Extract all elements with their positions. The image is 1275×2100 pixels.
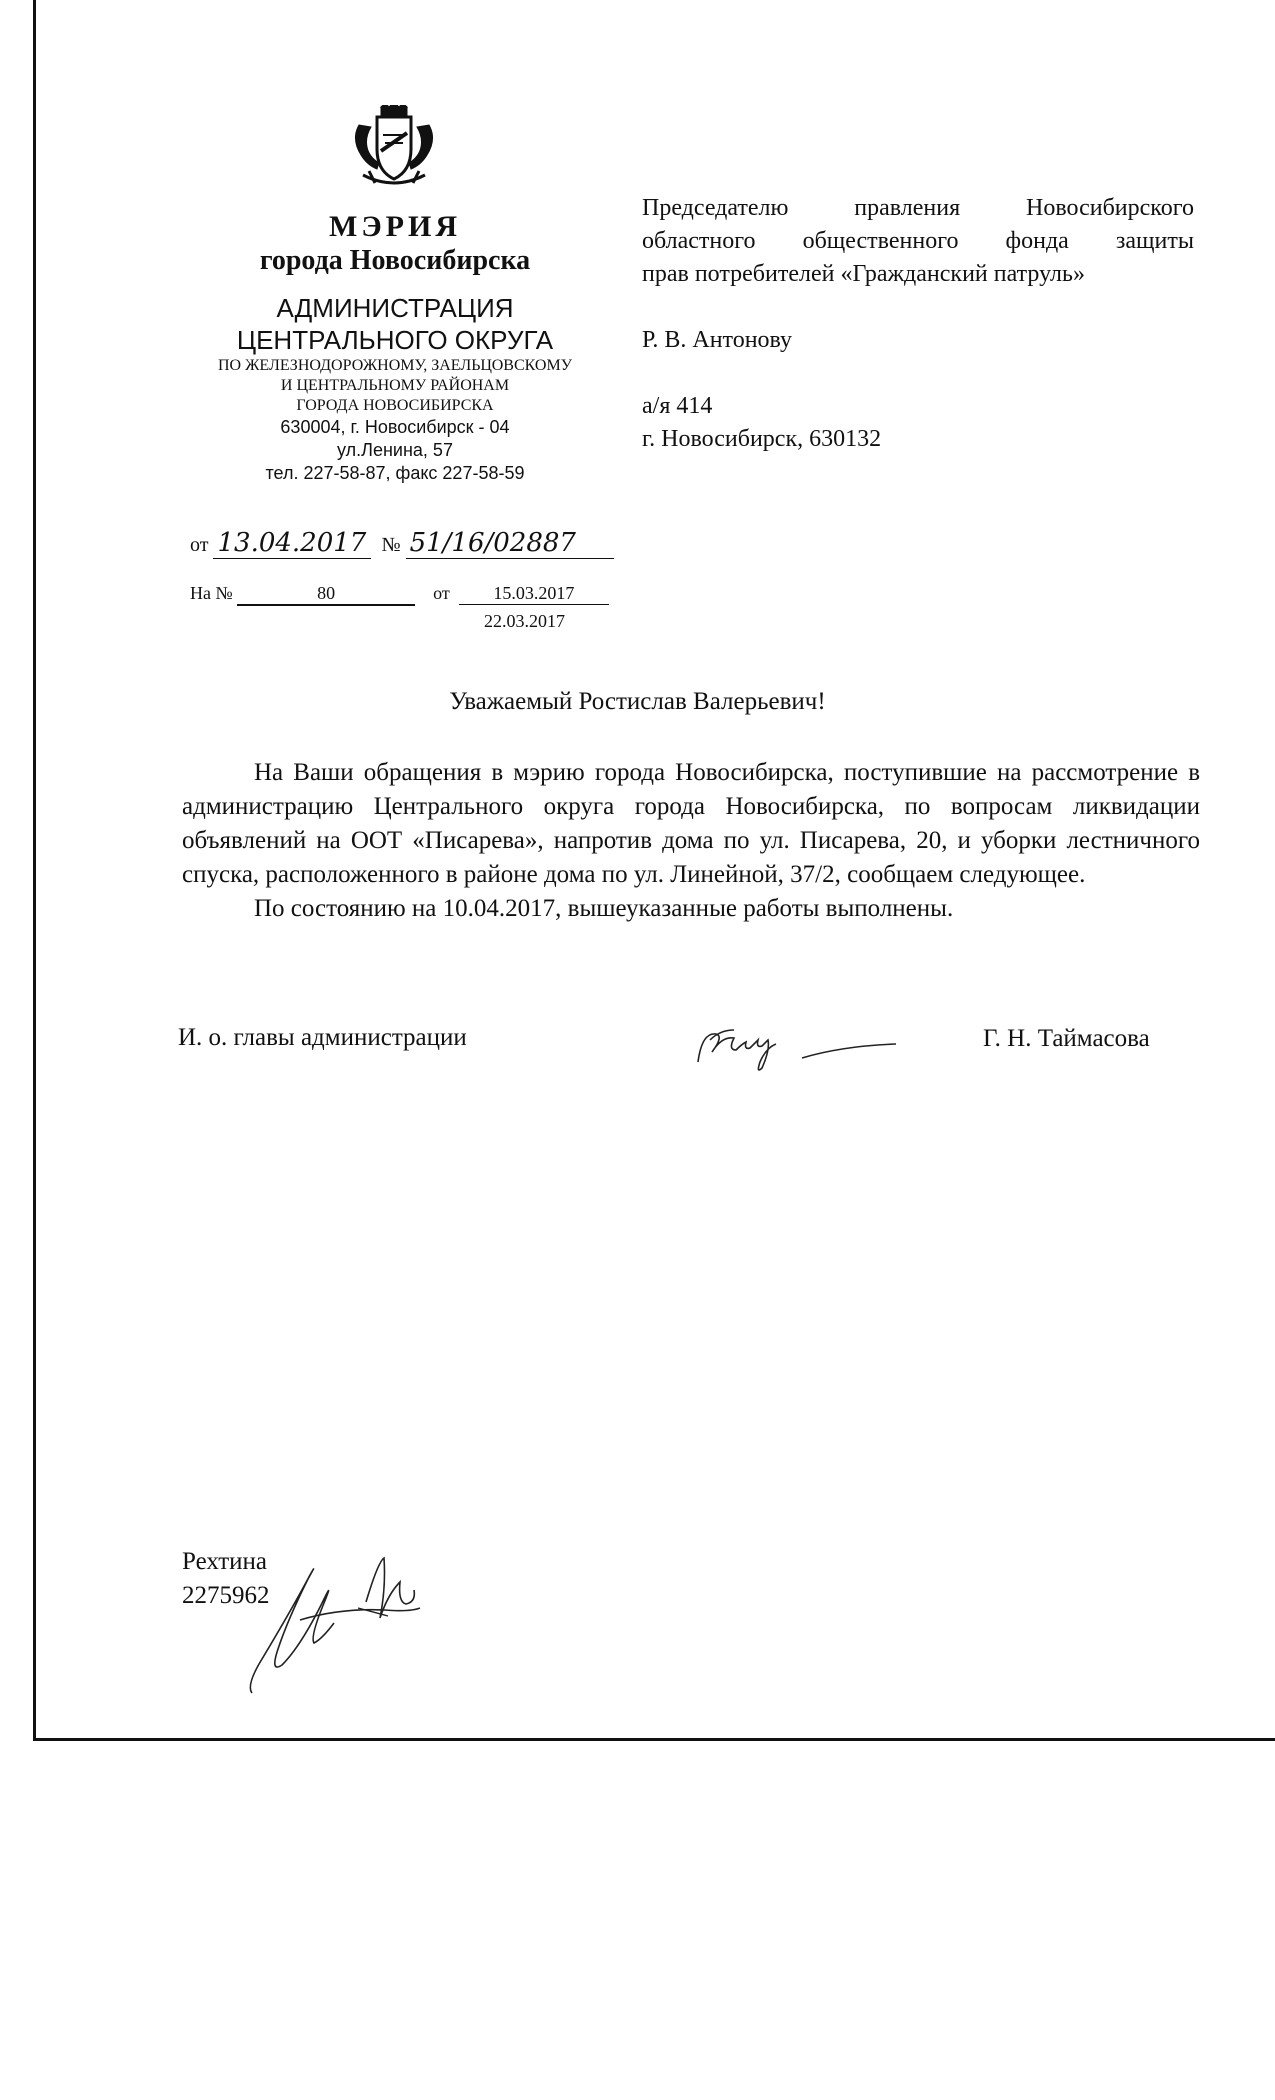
recipient-name: Р. В. Антонову <box>642 327 793 353</box>
letterhead <box>165 210 625 485</box>
signer-role: И. о. главы администрации <box>178 1024 467 1051</box>
postal-address: 630004, г. Новосибирск - 04 <box>280 417 510 437</box>
admin-title-line2: ЦЕНТРАЛЬНОГО ОКРУГА <box>236 325 554 355</box>
ref-date-1: 15.03.2017 <box>459 583 609 605</box>
reg-date: 13.04.2017 <box>213 528 371 559</box>
registration-line <box>190 528 614 559</box>
recipient-line2: областного общественного фонда защиты <box>642 228 1194 254</box>
ref-number: 80 <box>237 583 415 606</box>
recipient-block <box>642 192 1194 456</box>
districts-line2: И ЦЕНТРАЛЬНОМУ РАЙОНАМ <box>280 377 510 394</box>
city-title: города Новосибирска <box>259 245 531 276</box>
ref-date-2: 22.03.2017 <box>484 611 565 631</box>
executor-phone: 2275962 <box>182 1582 270 1609</box>
greeting: Уважаемый Ростислав Валерьевич! <box>449 688 826 715</box>
recipient-line1: Председателю правления Новосибирского <box>642 195 1194 221</box>
ref-from-label: от <box>433 583 450 603</box>
reg-number: 51/16/02887 <box>406 528 614 559</box>
ref-on-label: На № <box>190 583 233 603</box>
body-paragraph-1: На Ваши обращения в мэрию города Новосибирска, поступившие на рассмотрение в администрацию Центрального округа города Новосибирска, по вопросам ликвидации объявлений на ООТ «Писарева», напротив дома по ул. Писарева, 20, и уборки лестничного спуска, расположенного в районе дома по ул. Линейной, 37/2, сообщаем следующее. <box>182 759 1200 888</box>
street-address: ул.Ленина, 57 <box>337 440 453 460</box>
letter-body <box>182 756 1200 926</box>
reg-number-label: № <box>381 534 401 556</box>
executor-signature <box>240 1538 470 1703</box>
executor-name: Рехтина <box>182 1548 267 1575</box>
reference-line <box>190 583 609 606</box>
signer-name: Г. Н. Таймасова <box>983 1025 1150 1052</box>
admin-title-line1: АДМИНИСТРАЦИЯ <box>276 293 514 323</box>
districts-line3: ГОРОДА НОВОСИБИРСКА <box>296 397 494 414</box>
phone-fax: тел. 227-58-87, факс 227-58-59 <box>265 463 525 483</box>
handwritten-signature <box>690 1010 910 1090</box>
body-paragraph-2: По состоянию на 10.04.2017, вышеуказанные работы выполнены. <box>254 895 954 922</box>
coat-of-arms-emblem <box>349 105 439 190</box>
districts-line1: ПО ЖЕЛЕЗНОДОРОЖНОМУ, ЗАЕЛЬЦОВСКОМУ <box>217 357 573 374</box>
reg-from-label: от <box>190 534 209 556</box>
mayor-title: МЭРИЯ <box>329 210 461 243</box>
recipient-city: г. Новосибирск, 630132 <box>642 426 882 452</box>
recipient-po-box: а/я 414 <box>642 393 713 419</box>
recipient-line3: прав потребителей «Гражданский патруль» <box>642 261 1085 287</box>
